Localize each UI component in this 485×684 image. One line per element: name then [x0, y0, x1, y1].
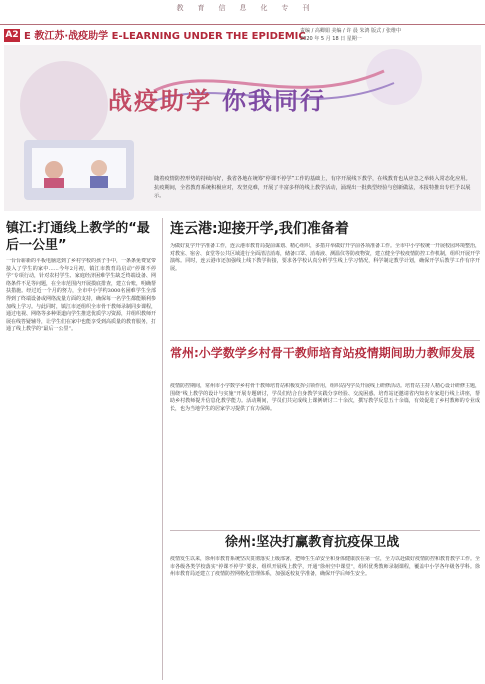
section-letter: E	[24, 31, 31, 42]
hero-title-part-a: 战疫助学	[108, 87, 212, 115]
zhenjiang-body: 一台台崭新的平板电脑送到了乡村学校的孩子手中，一条条免费宽带接入了学生的家中……今年2月初，镇江市教育局启动“停课不停学”专项行动，针对农村学生、家庭经济困难学生缺乏终端设备、网络条件不足等问题，在全市范围内开展摸底排查，建立台账，明确帮扶措施。经过近一个月的努力，全市中小学约3000名困难学生全部得到了终端设备或网络流量方面的支持，确保每一名学生都能顺利参加线上学习。与此同时，镇江市还组织全市骨干教师录制同步课程，通过电视、网络等多种渠道向学生推送优质学习资源，并组织教师开展在线答疑辅导，让学生们在家中也能享受到高质量的教育服务，打通了线上教学的“最后一公里”。	[6, 258, 156, 333]
masthead-bar	[0, 0, 485, 20]
xuzhou-body: 疫情发生以来，徐州市教育系统坚决贯彻落实上级部署，把师生生命安全和身体健康放在第一位，全力以赴做好疫情防控和教育教学工作。全市各级各类学校落实“停课不停学”要求，组织开展线上教学，开通“徐州空中课堂”，组织优秀教师录制课程，覆盖中小学各年级各学科。徐州市教育局还建立了疫情防控网格化管理体系，加强返校复学准备，确保开学后师生安全。	[170, 556, 480, 578]
article-divider-1	[170, 340, 480, 341]
hero-person-head-2	[91, 160, 107, 176]
date-line: 2020 年 5 月 18 日 星期一	[300, 36, 362, 42]
lianyungang-body: 为做好复学开学准备工作，连云港市教育局提前谋划、精心组织，多措并举做好开学前各项准备工作。全市中小学校统一开展校园环境整治，对教室、宿舍、食堂等公共区域进行全面清洁消毒，储备口罩、消毒液、测温仪等防疫物资，建立健全学校疫情防控工作机制，组织开展开学演练。同时，连云港市还加强线上线下教学衔接，要求各学校认真分析学生线上学习情况，科学制定教学计划，确保开学后教学工作有序开展。	[170, 243, 480, 272]
editor-line: 责编 / 高卿娟 美编 / 许 晨 朱鸿 版式 / 张维中	[300, 28, 401, 34]
hero-person-body	[44, 178, 64, 188]
hero-circle-left	[20, 61, 108, 149]
hero-title	[108, 81, 326, 116]
page-number-badge: A2	[5, 30, 19, 40]
article-divider-2	[170, 530, 480, 531]
hero-circle-right	[366, 49, 422, 105]
hero-figure-group	[24, 140, 134, 200]
hero-intro: 随着疫情防控形势的持续向好，我省各地在统筹“停课不停学”工作的基础上，有序开展线下教学，在线教育也从应急之举转入常态化应用。抗疫期间，全省教育系统积极应对，攻坚克难，开展了丰富多样的线上教学活动，涌现出一批典型经验与创新做法，本报特推出专栏予以展示。	[154, 176, 471, 200]
column-divider	[162, 218, 163, 680]
hero-title-part-b: 你我同行	[222, 87, 326, 115]
changzhou-headline: 常州:小学数学乡村骨干教师培育站疫情期间助力教师发展	[170, 346, 475, 360]
hero-banner	[4, 45, 481, 211]
hero-person-head	[45, 161, 63, 179]
lianyungang-headline: 连云港:迎接开学,我们准备着	[170, 221, 349, 237]
changzhou-body: 疫情防控期间，常州市小学数学乡村骨干教师培育站积极发挥引领作用，组织站内学员开展线上研修活动。培育站主持人精心设计研修主题，围绕“线上教学的设计与实施”开展专题研讨，学员们结合自身教学实践分享经验、交流困惑。培育站还邀请省内知名专家进行线上讲座，帮助乡村教师提升信息化教学能力。活动期间，学员们共完成线上课例研讨二十余次，撰写教学反思五十余篇，有效促进了乡村教师的专业成长，也为当地学生的居家学习提供了有力保障。	[170, 383, 480, 412]
zhenjiang-headline: 镇江:打通线上教学的“最后一公里”	[6, 221, 150, 253]
hero-person-body-2	[90, 176, 108, 188]
masthead-rule	[0, 24, 485, 25]
editor-meta	[300, 27, 401, 43]
section-title	[24, 27, 306, 42]
xuzhou-headline: 徐州:坚决打赢教育抗疫保卫战	[225, 535, 400, 550]
section-title-text: 教江苏·战疫助学 E-LEARNING UNDER THE EPIDEMIC	[34, 31, 306, 42]
masthead-label: 教育信息化专刊	[176, 4, 324, 12]
